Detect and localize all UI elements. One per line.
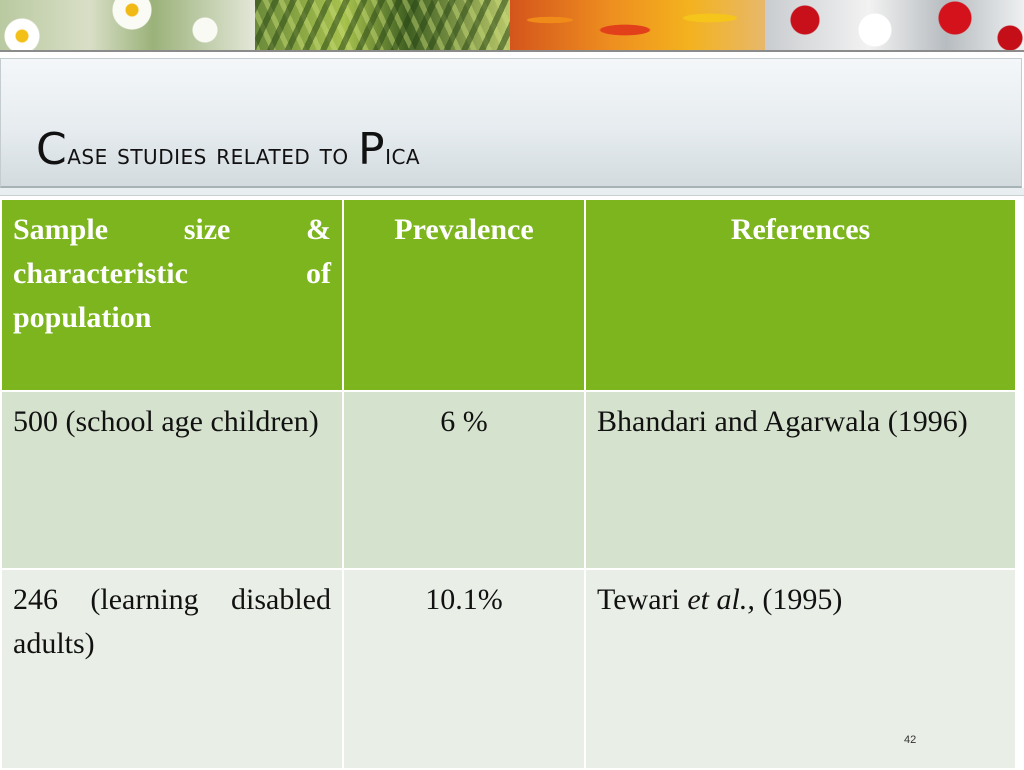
page-number: 42 — [904, 734, 917, 746]
cell-prevalence: 10.1% — [343, 569, 585, 769]
cell-reference — [585, 569, 1016, 769]
case-studies-table — [0, 198, 1017, 770]
table-row — [1, 569, 1016, 769]
cell-prevalence: 6 % — [343, 391, 585, 569]
daisy-flowers-image — [0, 0, 255, 50]
header-sample-size: Sample size & characteristic of population — [1, 199, 343, 391]
cell-sample: 246 (learning disabled adults) — [1, 569, 343, 769]
winter-berries-image — [765, 0, 1024, 50]
header-prevalence: Prevalence — [343, 199, 585, 391]
slide-title — [36, 126, 420, 179]
reference-year: (1995) — [754, 583, 843, 616]
title-text-part-2: ica — [385, 138, 421, 171]
title-initial: C — [36, 124, 68, 175]
reference-author: Tewari — [597, 583, 688, 616]
cell-reference: Bhandari and Agarwala (1996) — [585, 391, 1016, 569]
title-initial-2: P — [358, 124, 386, 175]
palm-leaves-image — [255, 0, 510, 50]
reference-et-al: et al., — [687, 583, 755, 616]
banner-divider — [0, 50, 1024, 52]
cell-sample: 500 (school age children) — [1, 391, 343, 569]
decorative-photo-banner — [0, 0, 1024, 50]
header-references: References — [585, 199, 1016, 391]
table-header-row — [1, 199, 1016, 391]
autumn-leaves-image — [510, 0, 765, 50]
title-band-shadow — [0, 188, 1024, 196]
title-text-part-1: ase studies related to — [67, 138, 359, 171]
table-row — [1, 391, 1016, 569]
